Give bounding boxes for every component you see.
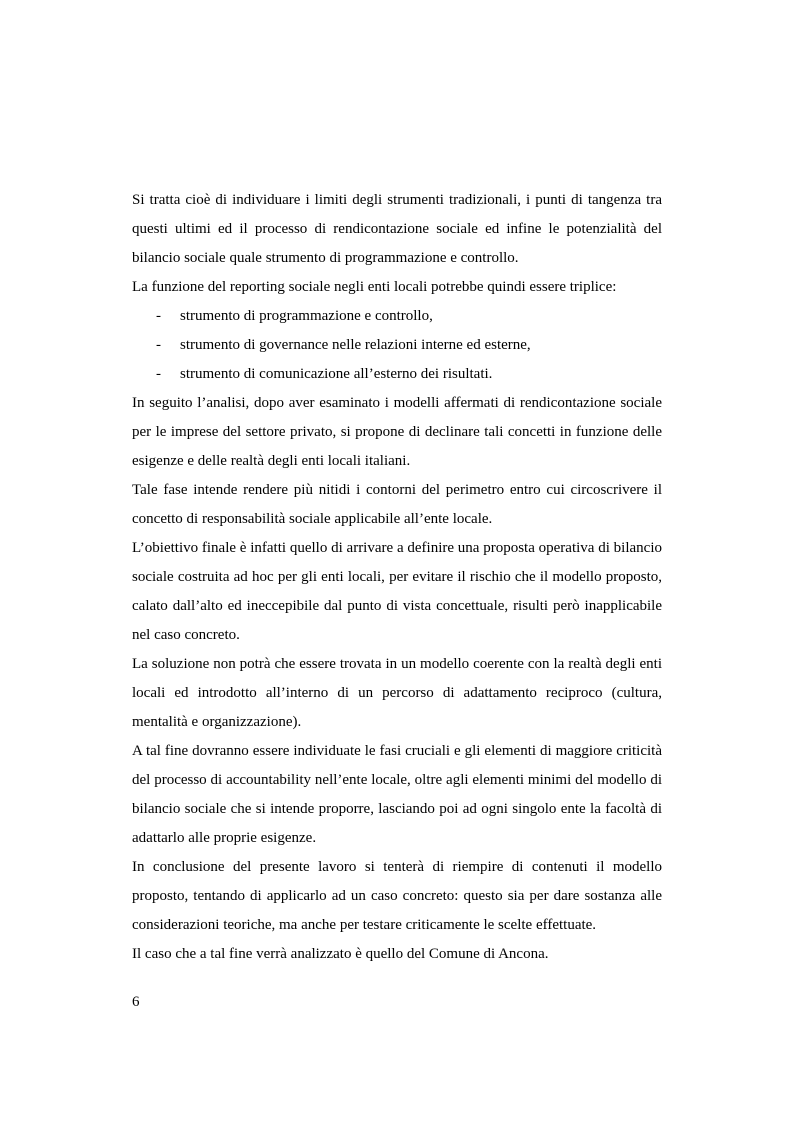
- list-dash: -: [156, 366, 161, 382]
- paragraph-phases-criticity: A tal fine dovranno essere individuate le fasi cruciali e gli elementi di maggiore criticità del processo di accountability nell’ente locale, oltre agli elementi minimi del modello di bilancio sociale che si intende proporre, lasciando poi ad ogni singolo ente la facoltà di adattarlo alle proprie esigenze.: [132, 743, 662, 846]
- list-item-text: strumento di governance nelle relazioni interne ed esterne,: [180, 337, 531, 353]
- paragraph-solution: La soluzione non potrà che essere trovata in un modello coerente con la realtà degli enti locali ed introdotto all’interno di un percorso di adattamento reciproco (cultura, mentalità e organizzazione).: [132, 656, 662, 730]
- list-item-text: strumento di programmazione e controllo,: [180, 308, 433, 324]
- paragraph-list-lead: La funzione del reporting sociale negli enti locali potrebbe quindi essere triplice:: [132, 279, 617, 295]
- paragraph-phase: Tale fase intende rendere più nitidi i contorni del perimetro entro cui circoscrivere il concetto di responsabilità sociale applicabile all’ente locale.: [132, 482, 662, 527]
- document-body: [132, 186, 662, 969]
- paragraph-analysis: In seguito l’analisi, dopo aver esaminato i modelli affermati di rendicontazione sociale per le imprese del settore privato, si propone di declinare tali concetti in funzione delle esigenze e delle realtà degli enti locali italiani.: [132, 395, 662, 469]
- list-item-text: strumento di comunicazione all’esterno dei risultati.: [180, 366, 493, 382]
- list-item: [132, 302, 662, 331]
- paragraph-case: Il caso che a tal fine verrà analizzato è quello del Comune di Ancona.: [132, 946, 549, 962]
- function-list: [132, 302, 662, 389]
- paragraph-intro: Si tratta cioè di individuare i limiti degli strumenti tradizionali, i punti di tangenza tra questi ultimi ed il processo di rendicontazione sociale ed infine le potenzialità del bilancio sociale quale strumento di programmazione e controllo.: [132, 192, 662, 266]
- paragraph-conclusion: In conclusione del presente lavoro si tenterà di riempire di contenuti il modello proposto, tentando di applicarlo ad un caso concreto: questo sia per dare sostanza alle considerazioni teoriche, ma anche per testare criticamente le scelte effettuate.: [132, 859, 662, 933]
- list-dash: -: [156, 337, 161, 353]
- paragraph-objective: L’obiettivo finale è infatti quello di arrivare a definire una proposta operativa di bilancio sociale costruita ad hoc per gli enti locali, per evitare il rischio che il modello proposto, calato dall’alto ed ineccepibile dal punto di vista concettuale, risulti però inapplicabile nel caso concreto.: [132, 540, 662, 643]
- list-dash: -: [156, 308, 161, 324]
- list-item: [132, 360, 662, 389]
- list-item: [132, 331, 662, 360]
- page-number: 6: [132, 994, 140, 1010]
